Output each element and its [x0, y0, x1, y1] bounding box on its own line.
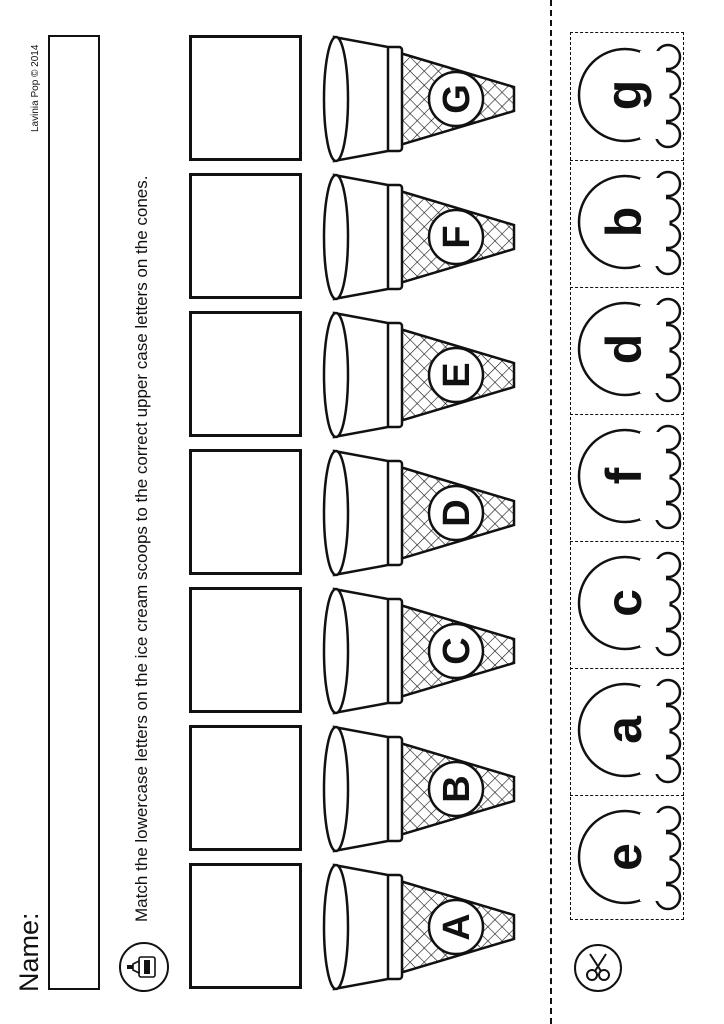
scoop-letter: g [596, 79, 652, 111]
cone-letter: F [436, 225, 478, 249]
cone-letter: B [436, 775, 478, 803]
scoop-letter: b [596, 206, 652, 238]
name-field[interactable] [48, 35, 100, 990]
scissors-icon [572, 942, 624, 994]
cone-letter: C [436, 637, 478, 665]
ice-cream-cone [324, 175, 514, 299]
name-label: Name: [14, 912, 44, 992]
cone-letter: G [436, 84, 478, 114]
ice-cream-scoop[interactable] [579, 45, 680, 147]
cone-letter: D [436, 499, 478, 527]
ice-cream-scoops [570, 30, 690, 922]
ice-cream-cone [324, 865, 514, 989]
scoop-letter: f [596, 467, 652, 485]
copyright-credit: Lavinia Pop © 2014 [30, 44, 41, 132]
ice-cream-cone [324, 727, 514, 851]
ice-cream-cones [310, 0, 530, 1024]
ice-cream-cone [324, 589, 514, 713]
ice-cream-scoop[interactable] [579, 807, 680, 909]
ice-cream-scoop[interactable] [579, 172, 680, 274]
ice-cream-scoop[interactable] [579, 299, 680, 401]
scoop-letter: e [596, 843, 652, 871]
ice-cream-cone [324, 37, 514, 161]
glue-bottle-icon [117, 940, 171, 994]
scoop-letter: d [596, 333, 652, 365]
answer-box[interactable] [189, 863, 302, 989]
ice-cream-cone [324, 451, 514, 575]
ice-cream-scoop[interactable] [579, 426, 680, 528]
scoop-letter: a [596, 716, 652, 744]
ice-cream-scoop[interactable] [579, 553, 680, 655]
cone-letter: A [436, 913, 478, 941]
scoop-letter: c [596, 589, 652, 617]
cone-letter: E [436, 362, 478, 388]
answer-box[interactable] [189, 449, 302, 575]
answer-box[interactable] [189, 725, 302, 851]
answer-box[interactable] [189, 311, 302, 437]
answer-box[interactable] [189, 35, 302, 161]
ice-cream-scoop[interactable] [579, 680, 680, 782]
answer-box[interactable] [189, 173, 302, 299]
answer-box[interactable] [189, 587, 302, 713]
instructions-text: Match the lowercase letters on the ice cream scoops to the correct upper case letters on the cones. [132, 175, 151, 922]
ice-cream-cone [324, 313, 514, 437]
cut-line [550, 0, 552, 1024]
